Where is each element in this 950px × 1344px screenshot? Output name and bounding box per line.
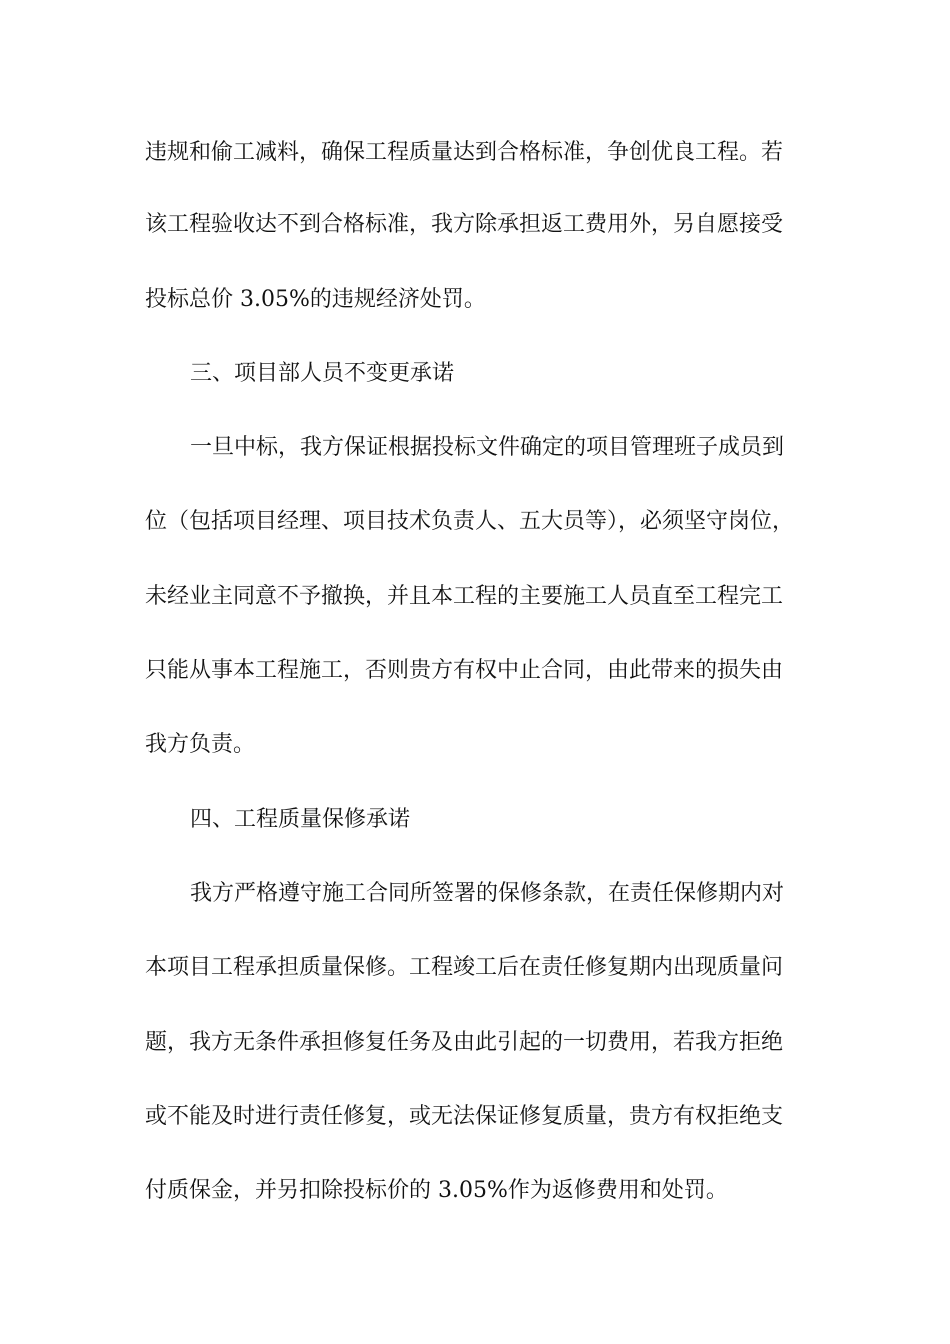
paragraph-line: 违规和偷工减料，确保工程质量达到合格标准，争创优良工程。若 <box>145 140 784 165</box>
paragraph-line: 该工程验收达不到合格标准，我方除承担返工费用外，另自愿接受 <box>145 212 784 237</box>
paragraph-line: 未经业主同意不予撤换，并且本工程的主要施工人员直至工程完工 <box>145 584 784 609</box>
paragraph-line: 本项目工程承担质量保修。工程竣工后在责任修复期内出现质量问 <box>145 955 784 980</box>
section-heading: 四、工程质量保修承诺 <box>190 807 411 832</box>
paragraph-line: 一旦中标，我方保证根据投标文件确定的项目管理班子成员到 <box>190 435 785 460</box>
paragraph-line: 我方严格遵守施工合同所签署的保修条款，在责任保修期内对 <box>190 881 785 906</box>
paragraph-line: 或不能及时进行责任修复，或无法保证修复质量，贵方有权拒绝支 <box>145 1104 784 1129</box>
section-heading: 三、项目部人员不变更承诺 <box>190 361 455 386</box>
paragraph-line: 付质保金，并另扣除投标价的 3.05%作为返修费用和处罚。 <box>145 1178 728 1203</box>
paragraph-line: 只能从事本工程施工，否则贵方有权中止合同，由此带来的损失由 <box>145 658 784 683</box>
paragraph-line: 我方负责。 <box>145 732 256 757</box>
paragraph-line: 投标总价 3.05%的违规经济处罚。 <box>145 287 486 312</box>
paragraph-line: 位（包括项目经理、项目技术负责人、五大员等），必须坚守岗位， <box>145 509 795 534</box>
paragraph-line: 题，我方无条件承担修复任务及由此引起的一切费用，若我方拒绝 <box>145 1030 784 1055</box>
